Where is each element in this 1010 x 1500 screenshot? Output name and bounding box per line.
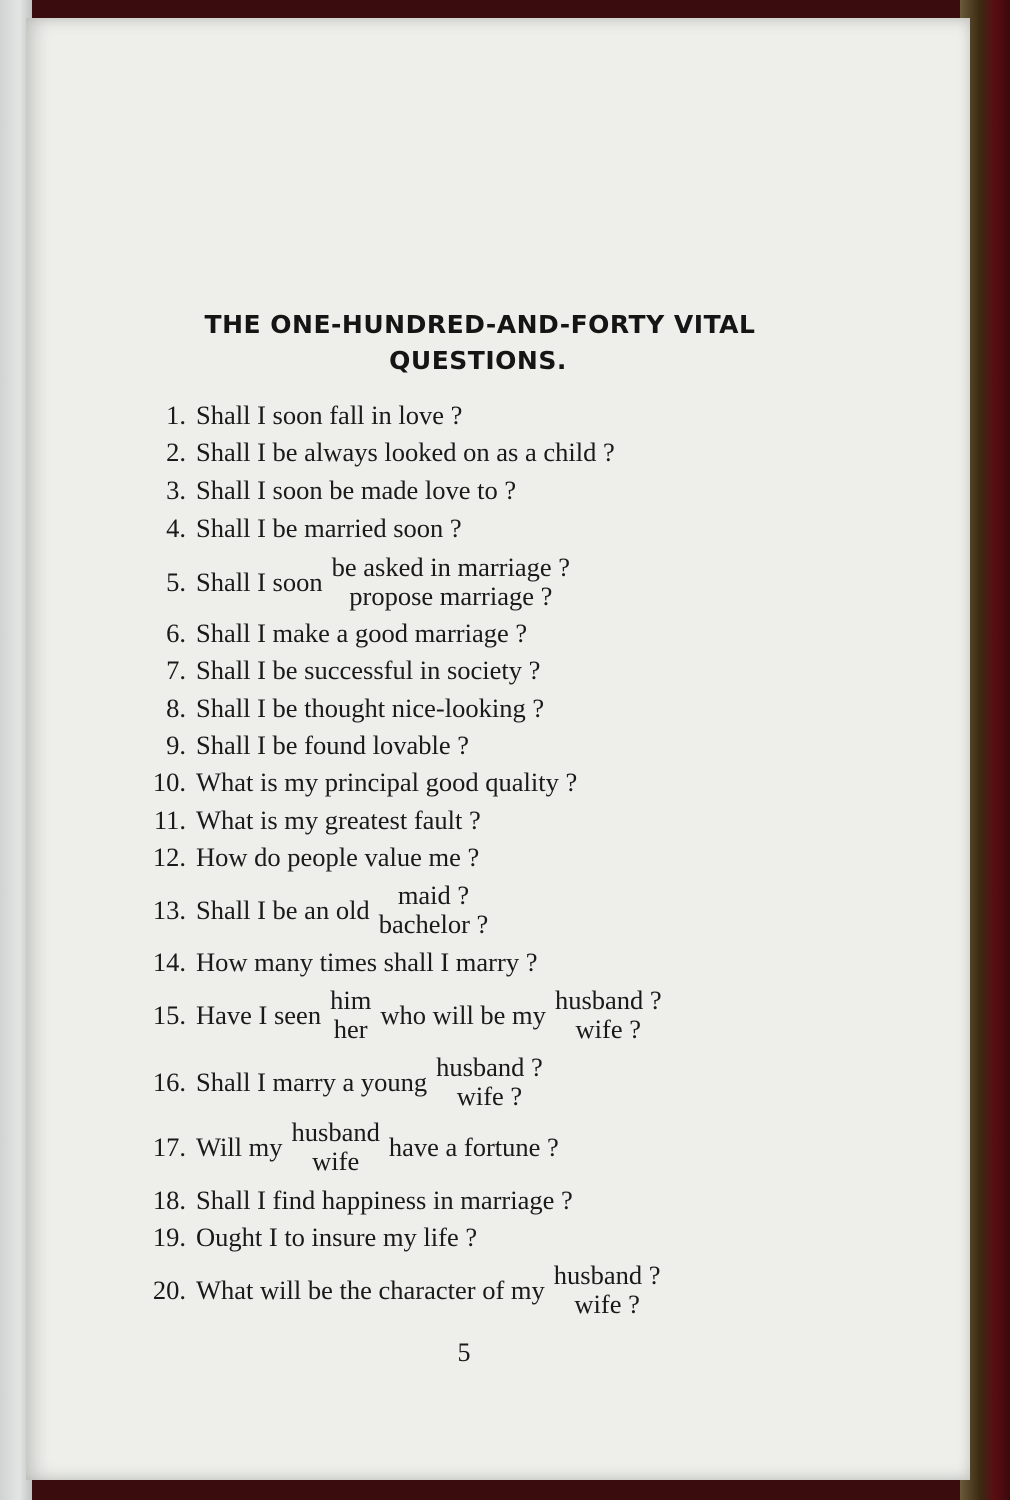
question-item <box>116 1218 477 1256</box>
question-item <box>116 471 516 509</box>
alternative-lower: wife <box>312 1146 360 1176</box>
question-text: Shall I marry a young <box>196 1066 428 1097</box>
question-text: Ought I to insure my life ? <box>196 1221 478 1252</box>
page-title-continued: QUESTIONS. <box>389 346 567 375</box>
alternative-stack <box>555 986 662 1044</box>
question-item <box>116 396 462 434</box>
question-number: 13. <box>152 894 186 925</box>
question-item <box>116 689 544 727</box>
question-item <box>116 985 671 1044</box>
alternative-upper: husband ? <box>553 1260 661 1290</box>
question-item <box>116 880 497 939</box>
question-text: What is my greatest fault ? <box>196 804 481 835</box>
question-text: Shall I be married soon ? <box>196 512 462 543</box>
question-number: 19. <box>152 1221 186 1252</box>
alternative-lower: propose marriage ? <box>349 581 553 611</box>
question-number: 16. <box>152 1066 186 1097</box>
question-item <box>116 726 469 764</box>
page-title: THE ONE-HUNDRED-AND-FORTY VITAL <box>204 310 756 339</box>
question-text: How do people value me ? <box>196 841 480 872</box>
alternative-stack <box>379 881 489 939</box>
question-item <box>116 943 537 981</box>
question-number: 5. <box>166 566 186 597</box>
question-item <box>116 651 540 689</box>
question-text-middle: who will be my <box>380 999 546 1030</box>
alternative-upper: husband ? <box>554 985 662 1015</box>
question-number: 12. <box>152 841 186 872</box>
question-text: Shall I soon <box>196 566 323 597</box>
question-text: Shall I be found lovable ? <box>196 729 470 760</box>
question-text: What will be the character of my <box>196 1274 545 1305</box>
alternative-lower: wife ? <box>575 1014 642 1044</box>
alternative-stack <box>554 1261 661 1319</box>
question-number: 20. <box>152 1274 186 1305</box>
question-number: 9. <box>166 729 186 760</box>
question-item <box>116 1052 552 1111</box>
question-item <box>116 509 462 547</box>
page-number: 5 <box>457 1338 471 1367</box>
alternative-stack <box>436 1053 543 1111</box>
alternative-stack <box>292 1118 380 1176</box>
question-text: How many times shall I marry ? <box>196 946 538 977</box>
question-text: Shall I soon fall in love ? <box>196 399 463 430</box>
question-number: 1. <box>166 399 186 430</box>
question-text: Have I seen <box>196 999 322 1030</box>
question-text-end: have a fortune ? <box>388 1131 559 1162</box>
question-item <box>116 801 481 839</box>
question-item <box>116 552 579 611</box>
question-number: 11. <box>153 804 186 835</box>
question-item <box>116 838 479 876</box>
question-item <box>116 1117 559 1176</box>
question-text: Shall I be thought nice-looking ? <box>196 692 545 723</box>
question-item <box>116 763 577 801</box>
alternative-upper: maid ? <box>397 880 470 910</box>
alternative-upper: husband <box>291 1117 380 1147</box>
question-item <box>116 614 527 652</box>
alternative-lower: bachelor ? <box>378 909 489 939</box>
alternative-lower: her <box>333 1014 368 1044</box>
question-item <box>116 1260 669 1319</box>
alternative-lower: wife ? <box>574 1289 640 1319</box>
question-text: Shall I soon be made love to ? <box>196 474 517 505</box>
question-number: 2. <box>166 436 186 467</box>
question-number: 17. <box>152 1131 186 1162</box>
alternative-upper: be asked in marriage ? <box>331 552 571 582</box>
question-text: Will my <box>196 1131 283 1162</box>
question-number: 8. <box>166 692 186 723</box>
question-number: 18. <box>152 1184 186 1215</box>
question-text: Shall I find happiness in marriage ? <box>196 1184 573 1215</box>
question-number: 7. <box>166 654 186 685</box>
alternative-stack <box>330 986 371 1044</box>
alternative-lower: wife ? <box>456 1081 523 1111</box>
question-item <box>116 433 615 471</box>
question-text: Shall I make a good marriage ? <box>196 617 528 648</box>
question-number: 14. <box>152 946 186 977</box>
alternative-upper: him <box>330 985 372 1015</box>
question-item <box>116 1181 573 1219</box>
question-number: 10. <box>152 766 186 797</box>
book-page <box>26 18 970 1480</box>
alternative-stack <box>332 553 570 611</box>
question-text: Shall I be successful in society ? <box>196 654 541 685</box>
question-text: Shall I be an old <box>196 894 370 925</box>
question-number: 3. <box>166 474 186 505</box>
question-number: 15. <box>152 999 186 1030</box>
question-text: Shall I be always looked on as a child ? <box>196 436 615 467</box>
alternative-upper: husband ? <box>436 1052 543 1082</box>
question-number: 6. <box>166 617 186 648</box>
question-number: 4. <box>166 512 186 543</box>
question-text: What is my principal good quality ? <box>196 766 578 797</box>
